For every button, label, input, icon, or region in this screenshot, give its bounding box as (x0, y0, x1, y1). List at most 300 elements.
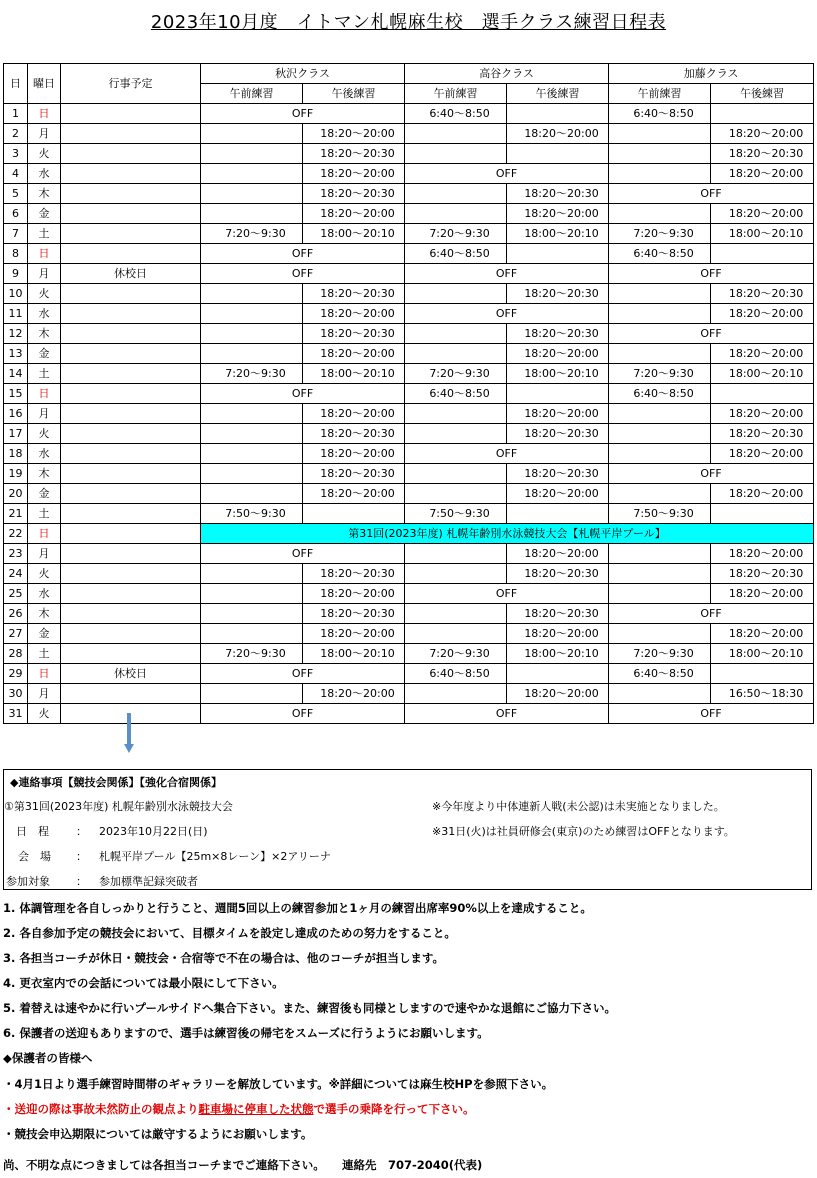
am-practice-cell (201, 124, 303, 144)
pm-practice-cell: 18:20～20:00 (507, 204, 609, 224)
event-cell (61, 544, 201, 564)
header-pm: 午後練習 (507, 84, 609, 104)
am-practice-cell (201, 604, 303, 624)
am-practice-cell: 6:40～8:50 (609, 244, 711, 264)
am-practice-cell (609, 304, 711, 324)
weekday-cell: 木 (28, 324, 61, 344)
table-row (4, 684, 814, 704)
pm-practice-cell: 18:20～20:00 (507, 344, 609, 364)
pm-practice-cell: 18:20～20:30 (303, 324, 405, 344)
am-practice-cell: 7:50～9:30 (405, 504, 507, 524)
contact-note-1: ※今年度より中体連新人戦(未公認)は未実施となりました。 (432, 800, 725, 813)
am-practice-cell: 7:20～9:30 (405, 644, 507, 664)
table-row (4, 104, 814, 124)
pm-practice-cell (507, 504, 609, 524)
pm-practice-cell: 18:00～20:10 (303, 364, 405, 384)
page-title: 2023年10月度 イトマン札幌麻生校 選手クラス練習日程表 (150, 12, 667, 33)
am-practice-cell (405, 344, 507, 364)
pm-practice-cell: 18:20～20:00 (303, 444, 405, 464)
header-event: 行事予定 (61, 64, 201, 104)
off-cell: OFF (609, 324, 814, 344)
contact-target-label: 参加対象 (6, 875, 50, 888)
arrow-down-icon (124, 713, 134, 753)
am-practice-cell (405, 284, 507, 304)
pm-practice-cell (711, 244, 814, 264)
weekday-cell: 火 (28, 704, 61, 724)
am-practice-cell: 6:40～8:50 (405, 104, 507, 124)
pm-practice-cell: 18:20～20:00 (711, 344, 814, 364)
header-am: 午前練習 (405, 84, 507, 104)
am-practice-cell (609, 564, 711, 584)
table-row (4, 184, 814, 204)
contact-colon: ： (76, 875, 87, 888)
event-cell (61, 444, 201, 464)
table-row (4, 344, 814, 364)
weekday-cell: 火 (28, 284, 61, 304)
am-practice-cell (201, 484, 303, 504)
day-cell: 15 (4, 384, 28, 404)
weekday-cell: 日 (28, 244, 61, 264)
table-row (4, 644, 814, 664)
day-cell: 1 (4, 104, 28, 124)
table-row (4, 284, 814, 304)
day-cell: 23 (4, 544, 28, 564)
am-practice-cell (405, 544, 507, 564)
rule-5: 5. 着替えは速やかに行いプールサイドへ集合下さい。また、練習後も同様としますので速やかな退館にご協力下さい。 (3, 1001, 616, 1015)
pm-practice-cell: 18:00～20:10 (507, 644, 609, 664)
pm-practice-cell: 18:20～20:30 (303, 464, 405, 484)
pm-practice-cell: 18:00～20:10 (711, 364, 814, 384)
am-practice-cell (201, 164, 303, 184)
contact-target-value: 参加標準記録突破者 (99, 875, 198, 888)
pm-practice-cell (507, 384, 609, 404)
day-cell: 4 (4, 164, 28, 184)
guardians-line-3: ・競技会申込期限については厳守するようにお願いします。 (3, 1127, 313, 1141)
am-practice-cell: 7:20～9:30 (609, 364, 711, 384)
am-practice-cell: 6:40～8:50 (609, 104, 711, 124)
table-row (4, 364, 814, 384)
weekday-cell: 月 (28, 684, 61, 704)
am-practice-cell (609, 204, 711, 224)
am-practice-cell (201, 144, 303, 164)
weekday-cell: 日 (28, 524, 61, 544)
am-practice-cell (609, 444, 711, 464)
pm-practice-cell: 18:20～20:30 (507, 464, 609, 484)
event-cell (61, 124, 201, 144)
am-practice-cell (201, 444, 303, 464)
rule-2: 2. 各自参加予定の競技会において、目標タイムを設定し達成のための努力をすること。 (3, 926, 456, 940)
event-cell (61, 304, 201, 324)
pm-practice-cell: 18:20～20:00 (303, 404, 405, 424)
pm-practice-cell: 18:20～20:00 (711, 304, 814, 324)
contact-venue-value: 札幌平岸プール【25m×8レーン】×2アリーナ (99, 850, 331, 863)
am-practice-cell (201, 424, 303, 444)
am-practice-cell (201, 324, 303, 344)
am-practice-cell: 7:20～9:30 (405, 364, 507, 384)
day-cell: 25 (4, 584, 28, 604)
am-practice-cell (201, 564, 303, 584)
event-cell (61, 184, 201, 204)
event-cell (61, 244, 201, 264)
event-cell (61, 464, 201, 484)
table-row (4, 144, 814, 164)
am-practice-cell: 6:40～8:50 (405, 664, 507, 684)
am-practice-cell (609, 144, 711, 164)
am-practice-cell (405, 464, 507, 484)
day-cell: 16 (4, 404, 28, 424)
day-cell: 14 (4, 364, 28, 384)
weekday-cell: 木 (28, 184, 61, 204)
pm-practice-cell (711, 504, 814, 524)
am-practice-cell: 7:20～9:30 (201, 224, 303, 244)
event-cell (61, 624, 201, 644)
pm-practice-cell: 18:20～20:00 (303, 684, 405, 704)
table-row (4, 224, 814, 244)
weekday-cell: 木 (28, 464, 61, 484)
am-practice-cell (609, 404, 711, 424)
pm-practice-cell: 18:20～20:30 (711, 424, 814, 444)
contact-colon: ： (76, 825, 87, 838)
table-row (4, 604, 814, 624)
rule-3: 3. 各担当コーチが休日・競技会・合宿等で不在の場合は、他のコーチが担当します。 (3, 951, 444, 965)
pm-practice-cell: 18:00～20:10 (711, 224, 814, 244)
event-cell (61, 564, 201, 584)
off-cell: OFF (609, 704, 814, 724)
table-row (4, 264, 814, 284)
pm-practice-cell: 18:20～20:30 (711, 144, 814, 164)
pm-practice-cell: 18:20～20:00 (507, 124, 609, 144)
pm-practice-cell: 18:20～20:30 (507, 564, 609, 584)
off-cell: OFF (201, 544, 405, 564)
header-weekday: 曜日 (28, 64, 61, 104)
pm-practice-cell: 18:20～20:00 (303, 204, 405, 224)
header-class-kato: 加藤クラス (609, 64, 814, 84)
am-practice-cell (609, 684, 711, 704)
weekday-cell: 土 (28, 504, 61, 524)
event-cell (61, 684, 201, 704)
pm-practice-cell: 18:20～20:30 (711, 564, 814, 584)
pm-practice-cell: 18:20～20:00 (303, 304, 405, 324)
am-practice-cell (609, 624, 711, 644)
pm-practice-cell: 18:20～20:00 (711, 544, 814, 564)
day-cell: 7 (4, 224, 28, 244)
am-practice-cell (405, 404, 507, 424)
off-cell: OFF (201, 704, 405, 724)
table-row (4, 544, 814, 564)
pm-practice-cell (711, 664, 814, 684)
table-row (4, 564, 814, 584)
pm-practice-cell: 18:20～20:00 (711, 124, 814, 144)
day-cell: 6 (4, 204, 28, 224)
special-event-cell: 第31回(2023年度) 札幌年齢別水泳競技大会【札幌平岸プール】 (201, 524, 814, 544)
pm-practice-cell: 18:20～20:00 (711, 624, 814, 644)
am-practice-cell (201, 184, 303, 204)
day-cell: 31 (4, 704, 28, 724)
am-practice-cell: 7:20～9:30 (201, 644, 303, 664)
pm-practice-cell: 18:20～20:00 (711, 584, 814, 604)
am-practice-cell: 6:40～8:50 (405, 244, 507, 264)
event-cell (61, 484, 201, 504)
footer-contact: 尚、不明な点につきましては各担当コーチまでご連絡下さい。 連絡先 707-2040(代表) (3, 1158, 483, 1172)
pm-practice-cell: 18:20～20:00 (507, 684, 609, 704)
event-cell (61, 204, 201, 224)
event-cell (61, 344, 201, 364)
event-cell (61, 384, 201, 404)
off-cell: OFF (405, 584, 609, 604)
am-practice-cell (405, 624, 507, 644)
am-practice-cell: 7:50～9:30 (201, 504, 303, 524)
pm-practice-cell: 18:20～20:00 (303, 624, 405, 644)
pm-practice-cell: 18:20～20:00 (303, 584, 405, 604)
weekday-cell: 日 (28, 664, 61, 684)
off-cell: OFF (201, 384, 405, 404)
event-cell (61, 424, 201, 444)
pm-practice-cell: 18:20～20:00 (711, 164, 814, 184)
day-cell: 5 (4, 184, 28, 204)
pm-practice-cell: 16:50～18:30 (711, 684, 814, 704)
am-practice-cell (405, 144, 507, 164)
event-cell (61, 224, 201, 244)
pm-practice-cell: 18:20～20:30 (711, 284, 814, 304)
pm-practice-cell: 18:20～20:30 (507, 424, 609, 444)
weekday-cell: 木 (28, 604, 61, 624)
pm-practice-cell: 18:20～20:30 (507, 184, 609, 204)
guardians-line-1: ・4月1日より選手練習時間帯のギャラリーを解放しています。※詳細については麻生校HPを参照下さい。 (3, 1077, 554, 1091)
weekday-cell: 水 (28, 584, 61, 604)
am-practice-cell (405, 424, 507, 444)
pm-practice-cell: 18:20～20:30 (303, 564, 405, 584)
table-row (4, 244, 814, 264)
weekday-cell: 水 (28, 444, 61, 464)
event-cell (61, 144, 201, 164)
day-cell: 26 (4, 604, 28, 624)
event-cell: 休校日 (61, 664, 201, 684)
contact-date-label: 日 程 (16, 825, 49, 838)
weekday-cell: 金 (28, 344, 61, 364)
off-cell: OFF (405, 264, 609, 284)
pm-practice-cell: 18:20～20:00 (507, 484, 609, 504)
rule-4: 4. 更衣室内での会話については最小限にして下さい。 (3, 976, 284, 990)
pm-practice-cell: 18:20～20:30 (507, 284, 609, 304)
am-practice-cell: 6:40～8:50 (609, 664, 711, 684)
header-day: 日 (4, 64, 28, 104)
schedule-table (3, 63, 814, 724)
table-row (4, 664, 814, 684)
pm-practice-cell: 18:20～20:00 (711, 204, 814, 224)
am-practice-cell (201, 344, 303, 364)
pm-practice-cell: 18:20～20:00 (303, 164, 405, 184)
day-cell: 27 (4, 624, 28, 644)
weekday-cell: 金 (28, 624, 61, 644)
table-row (4, 524, 814, 544)
am-practice-cell: 7:20～9:30 (609, 224, 711, 244)
off-cell: OFF (609, 604, 814, 624)
table-row (4, 204, 814, 224)
day-cell: 10 (4, 284, 28, 304)
am-practice-cell: 7:20～9:30 (201, 364, 303, 384)
guardians-line-2a: ・送迎の際は事故未然防止の観点より (3, 1102, 199, 1116)
am-practice-cell (201, 684, 303, 704)
am-practice-cell: 7:20～9:30 (405, 224, 507, 244)
table-row (4, 444, 814, 464)
day-cell: 2 (4, 124, 28, 144)
weekday-cell: 土 (28, 644, 61, 664)
am-practice-cell (609, 544, 711, 564)
am-practice-cell (609, 584, 711, 604)
day-cell: 17 (4, 424, 28, 444)
am-practice-cell (201, 584, 303, 604)
weekday-cell: 月 (28, 404, 61, 424)
am-practice-cell (405, 684, 507, 704)
off-cell: OFF (609, 184, 814, 204)
day-cell: 13 (4, 344, 28, 364)
off-cell: OFF (405, 164, 609, 184)
pm-practice-cell (507, 244, 609, 264)
am-practice-cell: 6:40～8:50 (405, 384, 507, 404)
am-practice-cell (405, 204, 507, 224)
pm-practice-cell: 18:20～20:00 (507, 624, 609, 644)
am-practice-cell: 7:20～9:30 (609, 644, 711, 664)
am-practice-cell (201, 284, 303, 304)
weekday-cell: 月 (28, 124, 61, 144)
am-practice-cell (405, 124, 507, 144)
weekday-cell: 火 (28, 564, 61, 584)
pm-practice-cell: 18:20～20:00 (303, 124, 405, 144)
guardians-line-2 (3, 1101, 475, 1117)
pm-practice-cell: 18:20～20:00 (507, 404, 609, 424)
am-practice-cell (201, 624, 303, 644)
pm-practice-cell: 18:20～20:00 (507, 544, 609, 564)
pm-practice-cell: 18:20～20:00 (711, 404, 814, 424)
weekday-cell: 土 (28, 224, 61, 244)
event-cell (61, 364, 201, 384)
weekday-cell: 月 (28, 264, 61, 284)
pm-practice-cell: 18:00～20:10 (507, 224, 609, 244)
table-row (4, 164, 814, 184)
weekday-cell: 水 (28, 304, 61, 324)
pm-practice-cell: 18:20～20:00 (303, 344, 405, 364)
am-practice-cell (609, 124, 711, 144)
am-practice-cell (201, 204, 303, 224)
pm-practice-cell: 18:20～20:30 (507, 324, 609, 344)
pm-practice-cell (303, 504, 405, 524)
pm-practice-cell (507, 664, 609, 684)
event-cell (61, 164, 201, 184)
guardians-line-2b: 駐車場に停車した状態 (198, 1102, 314, 1116)
table-row (4, 424, 814, 444)
weekday-cell: 火 (28, 144, 61, 164)
day-cell: 28 (4, 644, 28, 664)
off-cell: OFF (609, 264, 814, 284)
pm-practice-cell: 18:20～20:30 (303, 604, 405, 624)
am-practice-cell (609, 284, 711, 304)
am-practice-cell: 6:40～8:50 (609, 384, 711, 404)
table-row (4, 404, 814, 424)
header-class-takaya: 高谷クラス (405, 64, 609, 84)
pm-practice-cell: 18:00～20:10 (303, 224, 405, 244)
day-cell: 18 (4, 444, 28, 464)
pm-practice-cell (507, 144, 609, 164)
header-class-akisawa: 秋沢クラス (201, 64, 405, 84)
pm-practice-cell: 18:20～20:30 (507, 604, 609, 624)
pm-practice-cell (711, 384, 814, 404)
rule-1: 1. 体調管理を各自しっかりと行うこと、週間5回以上の練習参加と1ヶ月の練習出席率90%以上を達成すること。 (3, 901, 592, 915)
header-pm: 午後練習 (303, 84, 405, 104)
am-practice-cell: 7:50～9:30 (609, 504, 711, 524)
off-cell: OFF (201, 244, 405, 264)
header-am: 午前練習 (609, 84, 711, 104)
pm-practice-cell: 18:00～20:10 (711, 644, 814, 664)
off-cell: OFF (201, 264, 405, 284)
off-cell: OFF (405, 704, 609, 724)
contact-note-2: ※31日(火)は社員研修会(東京)のため練習はOFFとなります。 (432, 825, 735, 838)
day-cell: 11 (4, 304, 28, 324)
am-practice-cell (201, 404, 303, 424)
header-pm: 午後練習 (711, 84, 814, 104)
day-cell: 12 (4, 324, 28, 344)
pm-practice-cell: 18:00～20:10 (507, 364, 609, 384)
am-practice-cell (201, 464, 303, 484)
am-practice-cell (609, 424, 711, 444)
event-cell (61, 604, 201, 624)
pm-practice-cell: 18:20～20:00 (711, 484, 814, 504)
day-cell: 3 (4, 144, 28, 164)
event-cell (61, 104, 201, 124)
table-row (4, 484, 814, 504)
pm-practice-cell: 18:20～20:30 (303, 284, 405, 304)
event-cell (61, 524, 201, 544)
contact-date-value: 2023年10月22日(日) (99, 825, 208, 838)
day-cell: 24 (4, 564, 28, 584)
contact-venue-label: 会 場 (18, 850, 51, 863)
pm-practice-cell: 18:20～20:00 (303, 484, 405, 504)
table-row (4, 304, 814, 324)
weekday-cell: 水 (28, 164, 61, 184)
event-cell (61, 284, 201, 304)
am-practice-cell (609, 344, 711, 364)
contact-colon: ： (76, 850, 87, 863)
weekday-cell: 土 (28, 364, 61, 384)
pm-practice-cell (711, 104, 814, 124)
day-cell: 8 (4, 244, 28, 264)
contact-event-name: ①第31回(2023年度) 札幌年齢別水泳競技大会 (4, 800, 233, 813)
off-cell: OFF (405, 304, 609, 324)
am-practice-cell (405, 564, 507, 584)
off-cell: OFF (201, 664, 405, 684)
table-row (4, 584, 814, 604)
day-cell: 22 (4, 524, 28, 544)
table-row (4, 124, 814, 144)
day-cell: 9 (4, 264, 28, 284)
table-row (4, 504, 814, 524)
day-cell: 20 (4, 484, 28, 504)
weekday-cell: 金 (28, 484, 61, 504)
pm-practice-cell: 18:20～20:30 (303, 144, 405, 164)
off-cell: OFF (201, 104, 405, 124)
day-cell: 19 (4, 464, 28, 484)
weekday-cell: 火 (28, 424, 61, 444)
weekday-cell: 月 (28, 544, 61, 564)
weekday-cell: 金 (28, 204, 61, 224)
off-cell: OFF (609, 464, 814, 484)
guardians-heading: ◆保護者の皆様へ (3, 1051, 93, 1065)
pm-practice-cell: 18:20～20:00 (711, 444, 814, 464)
am-practice-cell (405, 604, 507, 624)
header-am: 午前練習 (201, 84, 303, 104)
event-cell (61, 504, 201, 524)
event-cell (61, 324, 201, 344)
rule-6: 6. 保護者の送迎もありますので、選手は練習後の帰宅をスムーズに行うようにお願いします。 (3, 1026, 489, 1040)
